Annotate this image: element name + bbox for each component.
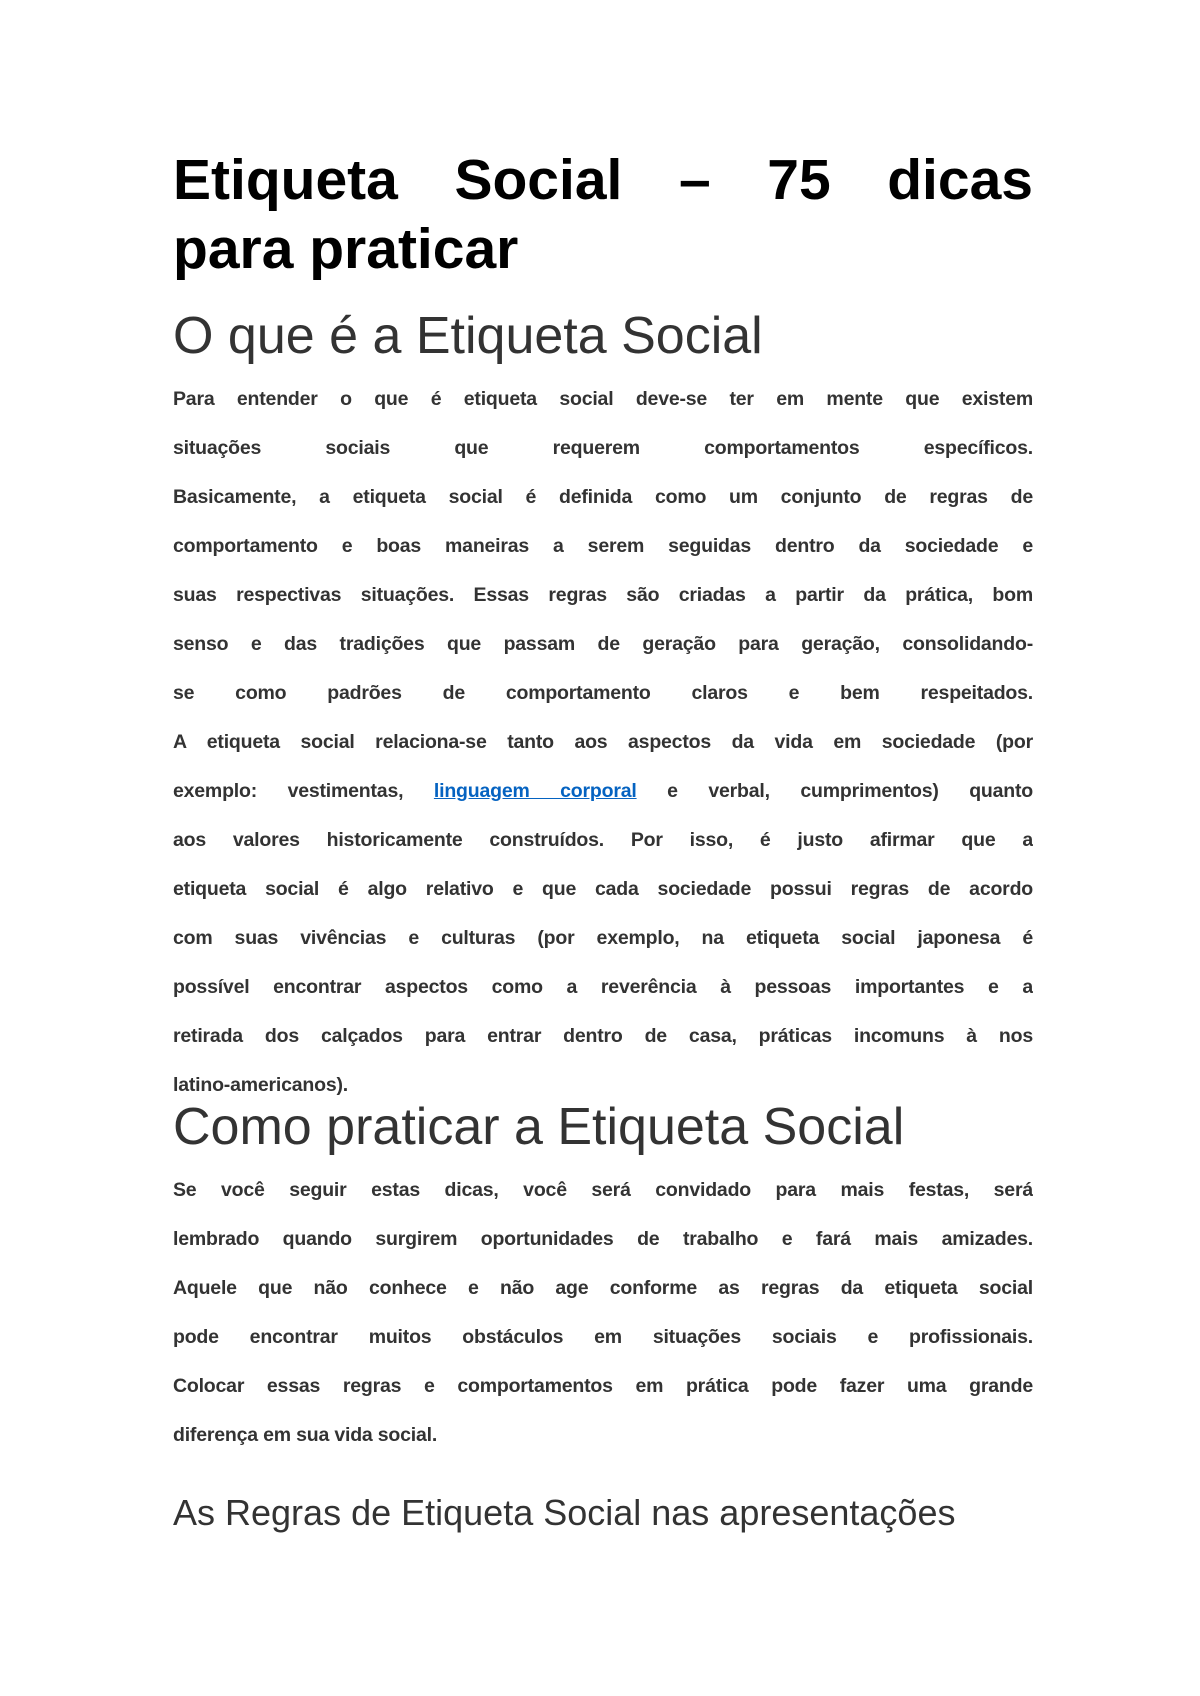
text-line: pode encontrar muitos obstáculos em situações sociais e profissionais.	[173, 1326, 1033, 1348]
text-line: comportamento e boas maneiras a serem seguidas dentro da sociedade e	[173, 535, 1033, 557]
document-title	[173, 146, 1033, 284]
section-heading-what-is: O que é a Etiqueta Social	[173, 307, 763, 365]
text-line: situações sociais que requerem comportamentos específicos.	[173, 437, 1033, 459]
text-line: Basicamente, a etiqueta social é definida como um conjunto de regras de	[173, 486, 1033, 508]
text-line: com suas vivências e culturas (por exemplo, na etiqueta social japonesa é	[173, 927, 1033, 949]
text-line: suas respectivas situações. Essas regras são criadas a partir da prática, bom	[173, 584, 1033, 606]
title-line: Etiqueta Social – 75 dicas	[173, 148, 1033, 212]
text-segment: e verbal, cumprimentos) quanto	[636, 780, 1033, 802]
text-line: senso e das tradições que passam de geração para geração, consolidando-	[173, 633, 1033, 655]
text-line: aos valores historicamente construídos. Por isso, é justo afirmar que a	[173, 829, 1033, 851]
text-line: lembrado quando surgirem oportunidades de trabalho e fará mais amizades.	[173, 1228, 1033, 1250]
text-segment: exemplo: vestimentas,	[173, 780, 434, 802]
text-line: etiqueta social é algo relativo e que cada sociedade possui regras de acordo	[173, 878, 1033, 900]
text-line: Se você seguir estas dicas, você será convidado para mais festas, será	[173, 1179, 1033, 1201]
text-line-with-link	[173, 767, 1033, 816]
text-line: Para entender o que é etiqueta social deve-se ter em mente que existem	[173, 388, 1033, 410]
text-line: se como padrões de comportamento claros e bem respeitados.	[173, 682, 1033, 704]
text-line: latino-americanos).	[173, 1074, 348, 1096]
text-line: possível encontrar aspectos como a reverência à pessoas importantes e a	[173, 976, 1033, 998]
text-line: retirada dos calçados para entrar dentro de casa, práticas incomuns à nos	[173, 1025, 1033, 1047]
body-language-link[interactable]: linguagem corporal	[433, 780, 637, 802]
text-line: Aquele que não conhece e não age conforme as regras da etiqueta social	[173, 1277, 1033, 1299]
text-line: Colocar essas regras e comportamentos em prática pode fazer uma grande	[173, 1375, 1033, 1397]
paragraph-what-is	[173, 375, 1033, 1110]
paragraph-how-to-practice	[173, 1166, 1033, 1460]
section-heading-introductions: As Regras de Etiqueta Social nas apresentações	[173, 1492, 956, 1533]
section-heading-how-to-practice: Como praticar a Etiqueta Social	[173, 1098, 905, 1156]
text-line: diferença em sua vida social.	[173, 1424, 438, 1446]
title-line: para praticar	[173, 217, 519, 281]
text-line: A etiqueta social relaciona-se tanto aos aspectos da vida em sociedade (por	[173, 731, 1033, 753]
